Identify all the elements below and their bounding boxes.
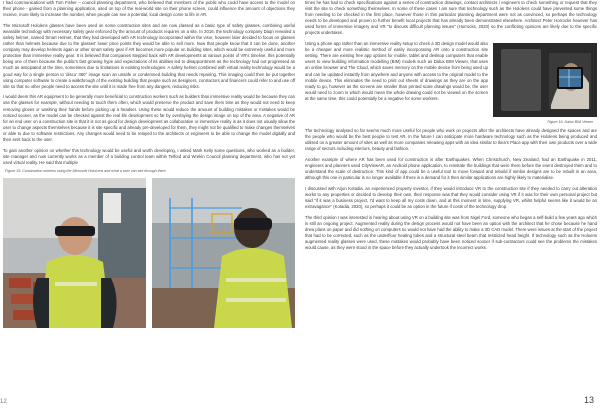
- right-column: [305, 0, 597, 256]
- previous-page-number: 12: [0, 399, 7, 405]
- paragraph-phone-app: Using a phone app rather than an immersive reality setup to check a 3D design model would also be a cheaper and more realistic method of easily incorporating AR onto a construction site setting. There are existing free app options for mobile, tablet and desktop computers that enable users to view building information modelling (BIM) models such as Dalux BIM Viewer, that uses an online browser and The Cloud, which saves memory on the mobile device from being used up and can be updated instantly from anywhere and anyone with access to the original model to the mobile device. This eliminates the need to print out sheets of drawings as they are on the app ready to go, however as the screens are smaller than printed scale drawings would be, the user would need to zoom in which would mean the whole drawing could not be viewed on the screen at the same time, this could potentially be a negative for some workers.: [305, 41, 488, 101]
- phone-bim-viewer-photo: [493, 43, 597, 117]
- paragraph-hololens-safety: The Microsoft Hololens glasses have been used on some construction sites and are now classed as a basic type of safety glasses, combining useful wearable technology with necessary safety gear enforced by the amount of products requires on a site. In 2016, the technology company Daqri revealed a safety helmet, named Smart Helmet, that they had developed with AR technology incorporated within the visor, however later decided to focus on glasses rather than helmets because due to the glasses' lower price points they would be able to sell more. Now that people know that it can be done, another company may develop helmets again or other smart safety gear if AR becomes more popular on building sites, which would be extremely useful and more protective than immersive reality gear. It is believed that companies stepped back with AR developments at various points of VR's timeline, this potentially being one of them because the public's fast growing hype and expectations of its abilities led to disappointment as the technology had not progressed as much as anticipated at the time, sometimes due to limitations in existing technologies. A safety helmet combined with virtual reality technology would be a good way for a single person to 'disco' 360° image scan an unsafe or condemned building that needs repairing. This imaging could then be put together using computer software to create a walkthrough of the existing building that people such as designers, contractors and financers could refer to and use off site so that no other people need to access the site until it is made free from any dangers, reducing risks.: [3, 22, 295, 89]
- paragraph-earthquake: Another example of where AR has been used for construction is after Earthquakes. When Christchurch, New Zealand, had an Earthquake in 2011, engineers and planners used CityViewAR, an Android phone application, to reinstate the buildings that were there before the event destroyed them and to understand the scale of destruction. This kind of app could be a useful tool to move forward and rebuild if similar designs are to be rebuilt in an area, although this one in particular is no longer available if there is a demand for it then similar applications are highly likely to materialise.: [305, 156, 597, 181]
- figure-15-photos: [3, 178, 295, 328]
- paragraph-checking-specifications: times he has had to check specifications against a series of construction drawings, contact architects / engineers to check something or request that they visit the site to check something themselves. In some of these cases I am sure that technology such as the Hololens could have prevented some things from needing to be checked in the first place, however those in this particular planning department were not as convinced, so perhaps the technology needs to be developed and proven to further benefit local projects that has already been demonstrated elsewhere. Architect Peter Horrocks however has used forms of immersive imagery and VR "to discuss difficult planning issues" (Horrocks, 2020) so the conflicting opinions are likely due to the specific projects undertaken.: [305, 0, 597, 36]
- paragraph-mark-kelly: To gain another opinion on whether this technology would be useful and worth developing, I asked Mark Kelly some questions, who worked as a builder, site manager and now currently works as a member of a building control team within Telford and Wrekin Council planning department, who has not yet used virtual reality. He said that multiple: [3, 147, 295, 165]
- figure-15: [3, 169, 295, 328]
- page-number: 13: [583, 395, 594, 405]
- paragraph-planning-department: I had communications with Tom Fisher – council planning department, who believed that members of the public who could have access to the model on their phone - gained from a planning application, used on top of the real-world site on their phone screen, could influence the amount of objections they receive, more likely to increase the number, when people can see a potential, local design come to life in AR.: [3, 0, 295, 18]
- figure-16: [493, 43, 597, 117]
- paragraph-self-build: The third opinion I was interested in hearing about using VR on a building site was from Nigel Ford, someone who began a self-build a few years ago which is still an ongoing project. Augmented reality during the design process would not have been an option with the architect that he chose because he hand drew plans on paper and did nothing on computers so would not have had the ability to make a 3D CAD model. There were issues at the start of the project that had to be corrected, such as the underfloor heating tubes and a structural steel beam that restricted head height. If technology such as the Holoens augmented reality glasses were used, these mistakes would probably have been noticed sooner if sub-contractors could see the problems the mistakes would cause, as they were stood in the space before they actually undertook the incorrect works.: [305, 214, 597, 251]
- figure-15-caption: Figure 15: Construction workers using the Microsoft HoloLens and what a user can see through them: [5, 168, 166, 173]
- paragraph-ar-benefits: I would deem this AR equipment to be generally more beneficial to construction workers such as builders than immersive reality would be because they can use the glasses for example, without needing to touch them often, which would preserve the product and save them time as they would not need to keep removing gloves or washing their hands before picking up a headset. Using these would reduce the amount of building mistakes or mistakes would be noticed sooner, as the model can be checked against the real life development so far by overlaying the design image on top of the area. A negative of AR for an end user on a construction site is that it is not as good for design development as collaborative or immersive reality is as it does not usually allow the user to change aspects themselves because it is site specific and already pre-developed for them, they might not be qualified to make changes themselves or able to due to software restrictions. Any changes would need to be relayed to the architects or engineers to be able to change the model digitally and then sent back to the user.: [3, 94, 295, 142]
- paragraph-technology-future: The technology analysed so far seems much more useful for people who work on projects after the architects have already designed the spaces and are the people who would be the best people to test AR. In the future I can anticipate more hardware technology such as the Hololens being produced and utilised on a greater amount of sites as well as more companies releasing apps with an idea similar to Ikea's Place app with their own products over a wide range of sectors including interiors, beauty and fashion.: [305, 128, 597, 152]
- left-column: [3, 0, 295, 328]
- paragraph-property-investor: I discussed with Arjun Kotadia, an experienced property investor, if they would introduce VR to the construction site if they needed to carry out alteration works to any properties or decided to develop their own, their response was that they would consider using VR if it was for their own personal project but said "if it was a business project, I'd want to keep all my costs down, and at this moment in time, supplying VR, whilst helpful seems like it would be an extravagance" (Kotadia, 2020), so perhaps it could be an option in the future if costs of the technology drop.: [305, 185, 597, 210]
- hololens-worker-photo-left: [3, 178, 146, 328]
- hololens-worker-photo-right: [152, 178, 295, 328]
- figure-16-caption: Figure 16: Dalux BIM Viewer: [547, 120, 593, 125]
